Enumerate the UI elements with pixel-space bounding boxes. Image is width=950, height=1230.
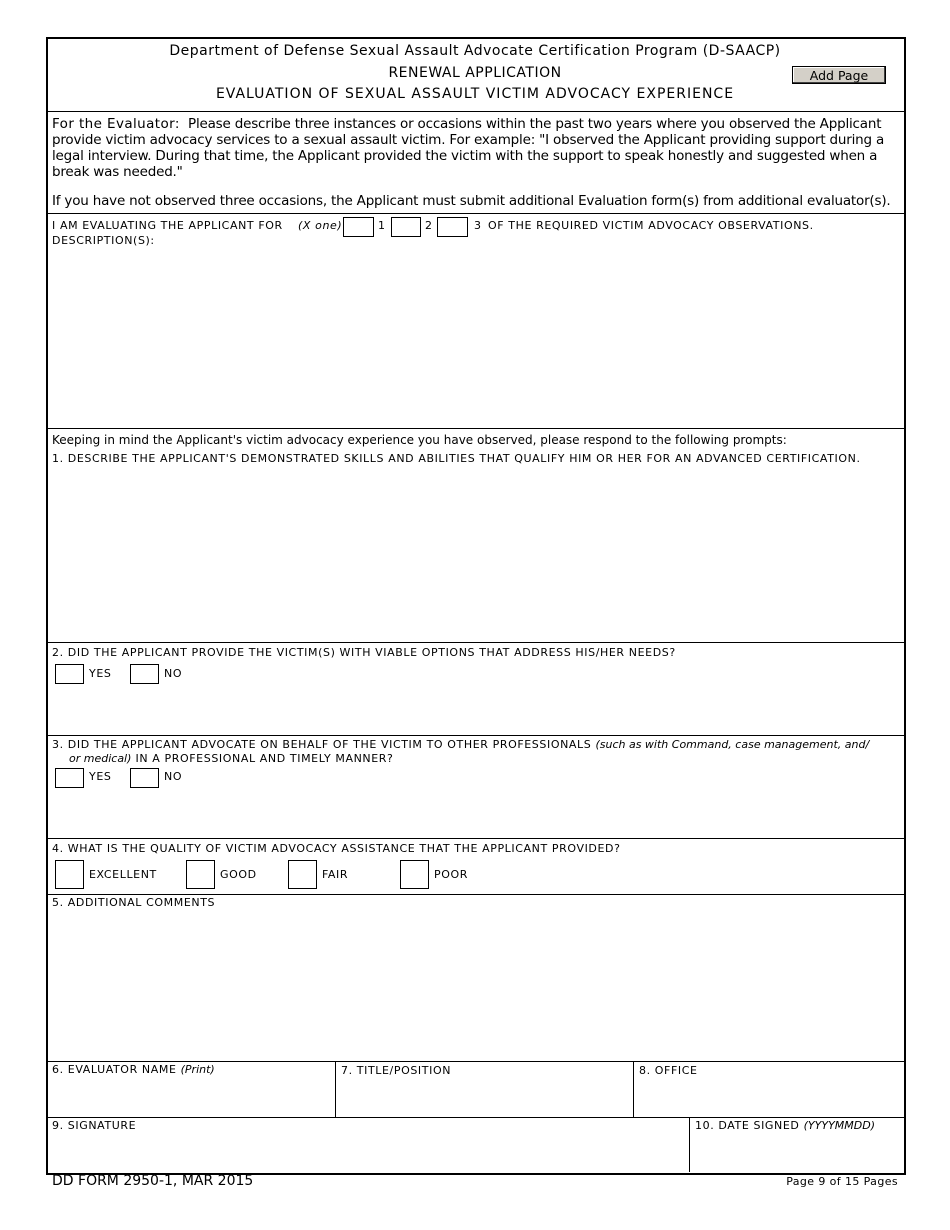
observation-3-label: 3: [474, 219, 482, 232]
divider: [46, 428, 906, 429]
divider: [689, 1117, 690, 1172]
question-3-label: 3. DID THE APPLICANT ADVOCATE ON BEHALF OF THE VICTIM TO OTHER PROFESSIONALS (such as with Command, case management, and/: [52, 738, 870, 751]
signature-label: 9. SIGNATURE: [52, 1119, 137, 1132]
date-signed-input[interactable]: [693, 1134, 899, 1170]
divider: [46, 213, 906, 214]
question-3-no-checkbox[interactable]: [130, 768, 159, 788]
divider: [46, 894, 906, 895]
quality-poor-checkbox[interactable]: [400, 860, 429, 889]
evaluator-name-input[interactable]: [50, 1078, 332, 1114]
question-2-yes-label: YES: [89, 667, 112, 680]
date-signed-label: 10. DATE SIGNED (YYYYMMDD): [695, 1119, 876, 1132]
observation-1-label: 1: [378, 219, 386, 232]
descriptions-label: DESCRIPTION(S):: [52, 234, 155, 247]
quality-fair-checkbox[interactable]: [288, 860, 317, 889]
question-3-yes-checkbox[interactable]: [55, 768, 84, 788]
question-1-textarea[interactable]: [50, 468, 900, 638]
question-2-label: 2. DID THE APPLICANT PROVIDE THE VICTIM(S) WITH VIABLE OPTIONS THAT ADDRESS HIS/HER NEEDS?: [52, 646, 676, 659]
question-2-yes-checkbox[interactable]: [55, 664, 84, 684]
title-position-input[interactable]: [339, 1078, 629, 1114]
quality-poor-label: POOR: [434, 868, 468, 881]
quality-good-label: GOOD: [220, 868, 257, 881]
observation-1-checkbox[interactable]: [343, 217, 374, 237]
question-1-label: 1. DESCRIBE THE APPLICANT'S DEMONSTRATED SKILLS AND ABILITIES THAT QUALIFY HIM OR HER FOR AN ADVANCED CERTIFICATION.: [52, 452, 861, 465]
observation-2-checkbox[interactable]: [391, 217, 421, 237]
form-id: DD FORM 2950-1, MAR 2015: [52, 1173, 254, 1189]
instructions-note: If you have not observed three occasions, the Applicant must submit additional Evaluation form(s) from additional evaluator(s).: [52, 193, 891, 209]
question-4-label: 4. WHAT IS THE QUALITY OF VICTIM ADVOCACY ASSISTANCE THAT THE APPLICANT PROVIDED?: [52, 842, 621, 855]
question-3-no-label: NO: [164, 770, 183, 783]
quality-good-checkbox[interactable]: [186, 860, 215, 889]
question-3-yes-label: YES: [89, 770, 112, 783]
question-2-no-label: NO: [164, 667, 183, 680]
question-5-label: 5. ADDITIONAL COMMENTS: [52, 896, 216, 909]
divider: [46, 642, 906, 643]
evaluator-name-label: 6. EVALUATOR NAME (Print): [52, 1063, 215, 1076]
signature-field[interactable]: [50, 1134, 686, 1170]
descriptions-textarea[interactable]: [50, 250, 900, 424]
observation-3-checkbox[interactable]: [437, 217, 468, 237]
observation-2-label: 2: [425, 219, 433, 232]
divider: [46, 111, 906, 112]
title-position-label: 7. TITLE/POSITION: [341, 1064, 452, 1077]
add-page-button[interactable]: Add Page: [792, 66, 886, 84]
divider: [46, 1061, 906, 1062]
x-one-note: (X one): [298, 219, 343, 232]
quality-excellent-label: EXCELLENT: [89, 868, 157, 881]
additional-comments-textarea[interactable]: [50, 912, 900, 1057]
divider: [46, 735, 906, 736]
evaluating-prefix: I AM EVALUATING THE APPLICANT FOR: [52, 219, 283, 232]
question-2-no-checkbox[interactable]: [130, 664, 159, 684]
office-input[interactable]: [637, 1078, 899, 1114]
divider: [46, 1117, 906, 1118]
instructions-lead: For the Evaluator:: [52, 116, 180, 132]
page-number: Page 9 of 15 Pages: [786, 1175, 898, 1188]
header-form-name: EVALUATION OF SEXUAL ASSAULT VICTIM ADVOCACY EXPERIENCE: [215, 86, 735, 102]
instructions-text: Please describe three instances or occasions within the past two years where you observed the Applicant provide victim advocacy services to a sexual assault victim. For example: "I observed the Applicant providing support during a legal interview. During that time, the Applicant provided the victim with the support to speak honestly and suggested when a break was needed.": [52, 116, 885, 180]
prompts-intro: Keeping in mind the Applicant's victim advocacy experience you have observed, please respond to the following prompts:: [52, 433, 787, 447]
divider: [335, 1061, 336, 1117]
quality-fair-label: FAIR: [322, 868, 349, 881]
evaluating-suffix: OF THE REQUIRED VICTIM ADVOCACY OBSERVATIONS.: [488, 219, 814, 232]
evaluator-instructions: [52, 116, 898, 180]
office-label: 8. OFFICE: [639, 1064, 698, 1077]
divider: [46, 838, 906, 839]
question-3-label-cont: or medical) IN A PROFESSIONAL AND TIMELY MANNER?: [69, 752, 394, 765]
header-subtitle: RENEWAL APPLICATION: [388, 65, 562, 81]
quality-excellent-checkbox[interactable]: [55, 860, 84, 889]
header-title: Department of Defense Sexual Assault Advocate Certification Program (D-SAACP): [169, 43, 781, 59]
divider: [633, 1061, 634, 1117]
